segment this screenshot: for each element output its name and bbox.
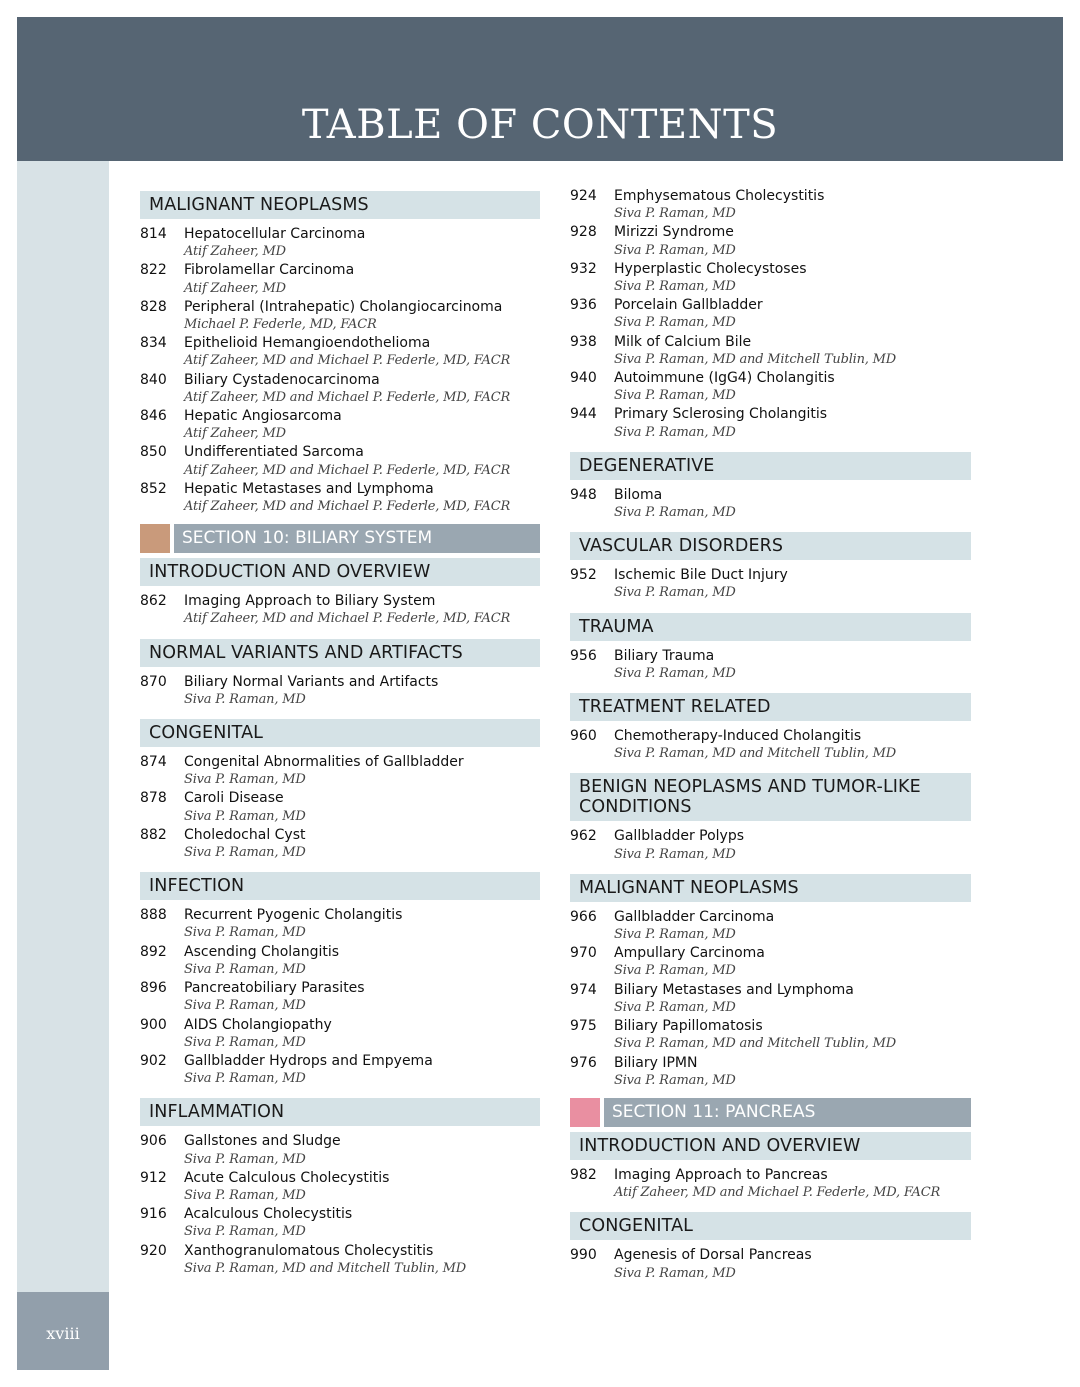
toc-entry xyxy=(570,333,971,369)
entry-list xyxy=(570,566,971,602)
toc-entry xyxy=(140,753,540,789)
category-heading: VASCULAR DISORDERS xyxy=(570,532,971,560)
entry-title: Biloma xyxy=(614,486,663,503)
entry-page-number: 906 xyxy=(140,1133,167,1150)
entry-title: Gallbladder Hydrops and Empyema xyxy=(184,1052,433,1069)
entry-author: Atif Zaheer, MD and Michael P. Federle, MD, FACR xyxy=(184,611,511,627)
toc-entry xyxy=(570,405,971,441)
entry-title: Congenital Abnormalities of Gallbladder xyxy=(184,754,464,771)
entry-page-number: 932 xyxy=(570,260,597,277)
category-heading: INFECTION xyxy=(140,872,540,900)
entry-title: Agenesis of Dorsal Pancreas xyxy=(614,1247,812,1264)
toc-entry xyxy=(570,908,971,944)
entry-title: Chemotherapy-Induced Cholangitis xyxy=(614,728,862,745)
toc-entry xyxy=(140,979,540,1015)
entry-list xyxy=(570,1166,971,1202)
toc-entry xyxy=(140,592,540,628)
entry-page-number: 846 xyxy=(140,408,167,425)
entry-title: Recurrent Pyogenic Cholangitis xyxy=(184,907,403,924)
entry-title: Biliary Trauma xyxy=(614,647,715,664)
page-title: TABLE OF CONTENTS xyxy=(301,102,779,148)
toc-entry xyxy=(140,943,540,979)
entry-author: Siva P. Raman, MD xyxy=(184,1151,306,1167)
entry-title: AIDS Cholangiopathy xyxy=(184,1016,332,1033)
entry-page-number: 936 xyxy=(570,297,597,314)
entry-author: Siva P. Raman, MD xyxy=(614,999,736,1015)
category-heading: TRAUMA xyxy=(570,613,971,641)
section-title: SECTION 11: PANCREAS xyxy=(604,1098,971,1127)
entry-title: Hyperplastic Cholecystoses xyxy=(614,260,807,277)
entry-page-number: 882 xyxy=(140,826,167,843)
category-heading: MALIGNANT NEOPLASMS xyxy=(570,874,971,902)
entry-author: Siva P. Raman, MD xyxy=(614,846,736,862)
toc-entry xyxy=(140,1016,540,1052)
toc-column-right xyxy=(570,187,971,1283)
entry-title: Acute Calculous Cholecystitis xyxy=(184,1169,390,1186)
entry-title: Ampullary Carcinoma xyxy=(614,945,765,962)
toc-entry xyxy=(570,1017,971,1053)
toc-entry xyxy=(140,826,540,862)
entry-author: Siva P. Raman, MD xyxy=(614,1265,736,1281)
entry-page-number: 928 xyxy=(570,224,597,241)
toc-entry xyxy=(140,1242,540,1278)
entry-title: Primary Sclerosing Cholangitis xyxy=(614,406,828,423)
toc-entry xyxy=(570,827,971,863)
toc-entry xyxy=(140,673,540,709)
entry-title: Biliary Normal Variants and Artifacts xyxy=(184,673,439,690)
toc-entry xyxy=(140,371,540,407)
entry-page-number: 940 xyxy=(570,370,597,387)
entry-author: Siva P. Raman, MD xyxy=(184,1187,306,1203)
toc-entry xyxy=(570,647,971,683)
entry-title: Emphysematous Cholecystitis xyxy=(614,188,825,204)
toc-entry xyxy=(570,1246,971,1282)
entry-author: Siva P. Raman, MD xyxy=(614,315,736,331)
toc-entry xyxy=(570,1054,971,1090)
entry-page-number: 974 xyxy=(570,981,597,998)
category-heading: MALIGNANT NEOPLASMS xyxy=(140,191,540,219)
section-swatch xyxy=(140,524,170,553)
entry-author: Siva P. Raman, MD and Mitchell Tublin, MD xyxy=(614,351,897,367)
entry-title: Milk of Calcium Bile xyxy=(614,333,752,350)
entry-page-number: 944 xyxy=(570,406,597,423)
entry-author: Atif Zaheer, MD and Michael P. Federle, MD, FACR xyxy=(184,389,511,405)
toc-entry xyxy=(570,486,971,522)
toc-column-left xyxy=(140,191,540,1278)
toc-entry xyxy=(570,1166,971,1202)
entry-author: Siva P. Raman, MD xyxy=(614,242,736,258)
entry-author: Siva P. Raman, MD xyxy=(614,279,736,295)
section-banner xyxy=(140,524,540,553)
entry-author: Siva P. Raman, MD xyxy=(184,772,306,788)
page-header xyxy=(17,17,1063,161)
entry-list xyxy=(570,827,971,863)
category-heading: BENIGN NEOPLASMS AND TUMOR-LIKE CONDITIONS xyxy=(570,773,971,821)
entry-list xyxy=(140,592,540,628)
entry-title: Xanthogranulomatous Cholecystitis xyxy=(184,1242,434,1259)
toc-entry xyxy=(140,1205,540,1241)
entry-author: Siva P. Raman, MD xyxy=(614,585,736,601)
folio-box xyxy=(17,1292,109,1370)
toc-entry xyxy=(570,944,971,980)
entry-list xyxy=(570,647,971,683)
entry-author: Atif Zaheer, MD xyxy=(184,426,286,442)
entry-list xyxy=(570,727,971,763)
entry-list xyxy=(570,1246,971,1282)
category-heading: CONGENITAL xyxy=(570,1212,971,1240)
entry-title: Autoimmune (IgG4) Cholangitis xyxy=(614,370,835,387)
entry-author: Siva P. Raman, MD xyxy=(184,1224,306,1240)
entry-author: Atif Zaheer, MD and Michael P. Federle, MD, FACR xyxy=(614,1185,941,1201)
toc-entry xyxy=(140,1132,540,1168)
entry-page-number: 916 xyxy=(140,1206,167,1223)
entry-list xyxy=(140,225,540,516)
entry-page-number: 878 xyxy=(140,790,167,807)
entry-list xyxy=(140,906,540,1088)
entry-page-number: 852 xyxy=(140,480,167,497)
entry-title: Porcelain Gallbladder xyxy=(614,297,763,314)
entry-list xyxy=(570,486,971,522)
entry-page-number: 892 xyxy=(140,943,167,960)
entry-title: Mirizzi Syndrome xyxy=(614,224,734,241)
entry-author: Siva P. Raman, MD xyxy=(614,665,736,681)
category-heading: INTRODUCTION AND OVERVIEW xyxy=(570,1132,971,1160)
entry-author: Atif Zaheer, MD and Michael P. Federle, MD, FACR xyxy=(184,353,511,369)
entry-author: Siva P. Raman, MD xyxy=(184,1034,306,1050)
category-heading: CONGENITAL xyxy=(140,719,540,747)
toc-entry xyxy=(570,187,971,223)
section-title: SECTION 10: BILIARY SYSTEM xyxy=(174,524,540,553)
toc-entry xyxy=(570,296,971,332)
entry-author: Siva P. Raman, MD xyxy=(614,206,736,222)
entry-author: Siva P. Raman, MD xyxy=(614,963,736,979)
toc-entry xyxy=(570,981,971,1017)
entry-page-number: 976 xyxy=(570,1054,597,1071)
toc-entry xyxy=(140,1169,540,1205)
entry-author: Siva P. Raman, MD xyxy=(184,1071,306,1087)
toc-entry xyxy=(570,260,971,296)
entry-page-number: 956 xyxy=(570,647,597,664)
category-heading: INTRODUCTION AND OVERVIEW xyxy=(140,558,540,586)
toc-entry xyxy=(140,789,540,825)
entry-page-number: 924 xyxy=(570,188,597,204)
entry-author: Siva P. Raman, MD xyxy=(184,845,306,861)
toc-entry xyxy=(140,225,540,261)
entry-title: Imaging Approach to Pancreas xyxy=(614,1166,828,1183)
entry-author: Siva P. Raman, MD xyxy=(184,961,306,977)
entry-title: Biliary IPMN xyxy=(614,1054,698,1071)
toc-entry xyxy=(140,443,540,479)
entry-list xyxy=(140,1132,540,1278)
entry-title: Hepatocellular Carcinoma xyxy=(184,226,366,242)
entry-title: Peripheral (Intrahepatic) Cholangiocarcinoma xyxy=(184,298,503,315)
entry-page-number: 960 xyxy=(570,728,597,745)
entry-author: Siva P. Raman, MD and Mitchell Tublin, MD xyxy=(614,1036,897,1052)
entry-author: Siva P. Raman, MD xyxy=(614,388,736,404)
entry-page-number: 975 xyxy=(570,1018,597,1035)
entry-title: Hepatic Angiosarcoma xyxy=(184,408,342,425)
entry-title: Gallstones and Sludge xyxy=(184,1133,341,1150)
toc-entry xyxy=(140,298,540,334)
entry-page-number: 938 xyxy=(570,333,597,350)
entry-title: Undifferentiated Sarcoma xyxy=(184,444,364,461)
entry-page-number: 822 xyxy=(140,262,167,279)
category-heading: NORMAL VARIANTS AND ARTIFACTS xyxy=(140,639,540,667)
toc-entry xyxy=(140,334,540,370)
entry-page-number: 834 xyxy=(140,335,167,352)
entry-author: Siva P. Raman, MD xyxy=(184,925,306,941)
entry-page-number: 870 xyxy=(140,673,167,690)
entry-title: Biliary Metastases and Lymphoma xyxy=(614,981,854,998)
entry-author: Atif Zaheer, MD xyxy=(184,244,286,260)
entry-author: Siva P. Raman, MD xyxy=(614,505,736,521)
entry-author: Siva P. Raman, MD xyxy=(184,691,306,707)
section-swatch xyxy=(570,1098,600,1127)
toc-entry xyxy=(140,906,540,942)
section-banner xyxy=(570,1098,971,1127)
entry-title: Gallbladder Polyps xyxy=(614,828,745,845)
entry-title: Imaging Approach to Biliary System xyxy=(184,593,436,610)
entry-page-number: 862 xyxy=(140,593,167,610)
entry-title: Epithelioid Hemangioendothelioma xyxy=(184,335,431,352)
entry-author: Siva P. Raman, MD xyxy=(184,808,306,824)
entry-author: Atif Zaheer, MD and Michael P. Federle, MD, FACR xyxy=(184,499,511,515)
entry-page-number: 952 xyxy=(570,567,597,584)
entry-author: Siva P. Raman, MD xyxy=(614,424,736,440)
entry-title: Acalculous Cholecystitis xyxy=(184,1206,353,1223)
entry-author: Atif Zaheer, MD and Michael P. Federle, MD, FACR xyxy=(184,462,511,478)
entry-author: Siva P. Raman, MD and Mitchell Tublin, MD xyxy=(184,1260,467,1276)
entry-title: Biliary Cystadenocarcinoma xyxy=(184,371,380,388)
entry-page-number: 948 xyxy=(570,486,597,503)
entry-title: Fibrolamellar Carcinoma xyxy=(184,262,355,279)
entry-author: Siva P. Raman, MD xyxy=(614,1072,736,1088)
entry-title: Choledochal Cyst xyxy=(184,826,306,843)
entry-author: Siva P. Raman, MD and Mitchell Tublin, MD xyxy=(614,746,897,762)
entry-title: Ascending Cholangitis xyxy=(184,943,340,960)
entry-title: Caroli Disease xyxy=(184,790,284,807)
entry-page-number: 900 xyxy=(140,1016,167,1033)
entry-page-number: 966 xyxy=(570,908,597,925)
entry-author: Siva P. Raman, MD xyxy=(184,998,306,1014)
page-number: xviii xyxy=(46,1324,80,1343)
entry-author: Siva P. Raman, MD xyxy=(614,927,736,943)
entry-list xyxy=(140,753,540,862)
entry-author: Michael P. Federle, MD, FACR xyxy=(184,317,377,333)
toc-entry xyxy=(140,1052,540,1088)
entry-page-number: 990 xyxy=(570,1247,597,1264)
entry-list xyxy=(570,908,971,1090)
entry-page-number: 850 xyxy=(140,444,167,461)
entry-page-number: 888 xyxy=(140,907,167,924)
entry-title: Biliary Papillomatosis xyxy=(614,1018,763,1035)
entry-page-number: 970 xyxy=(570,945,597,962)
entry-page-number: 962 xyxy=(570,828,597,845)
entry-page-number: 840 xyxy=(140,371,167,388)
entry-page-number: 902 xyxy=(140,1052,167,1069)
toc-entry xyxy=(140,480,540,516)
category-heading: INFLAMMATION xyxy=(140,1098,540,1126)
entry-list xyxy=(140,673,540,709)
entry-list xyxy=(570,187,971,442)
entry-author: Atif Zaheer, MD xyxy=(184,280,286,296)
entry-page-number: 920 xyxy=(140,1242,167,1259)
entry-page-number: 874 xyxy=(140,754,167,771)
entry-page-number: 814 xyxy=(140,226,167,242)
entry-title: Gallbladder Carcinoma xyxy=(614,908,775,925)
toc-entry xyxy=(570,223,971,259)
entry-title: Pancreatobiliary Parasites xyxy=(184,980,365,997)
toc-entry xyxy=(570,727,971,763)
entry-title: Ischemic Bile Duct Injury xyxy=(614,567,788,584)
entry-page-number: 982 xyxy=(570,1166,597,1183)
entry-title: Hepatic Metastases and Lymphoma xyxy=(184,480,434,497)
toc-entry xyxy=(570,566,971,602)
toc-entry xyxy=(140,261,540,297)
toc-entry xyxy=(570,369,971,405)
entry-page-number: 828 xyxy=(140,298,167,315)
margin-band xyxy=(17,161,109,1292)
entry-page-number: 912 xyxy=(140,1169,167,1186)
category-heading: DEGENERATIVE xyxy=(570,452,971,480)
category-heading: TREATMENT RELATED xyxy=(570,693,971,721)
toc-entry xyxy=(140,407,540,443)
entry-page-number: 896 xyxy=(140,980,167,997)
